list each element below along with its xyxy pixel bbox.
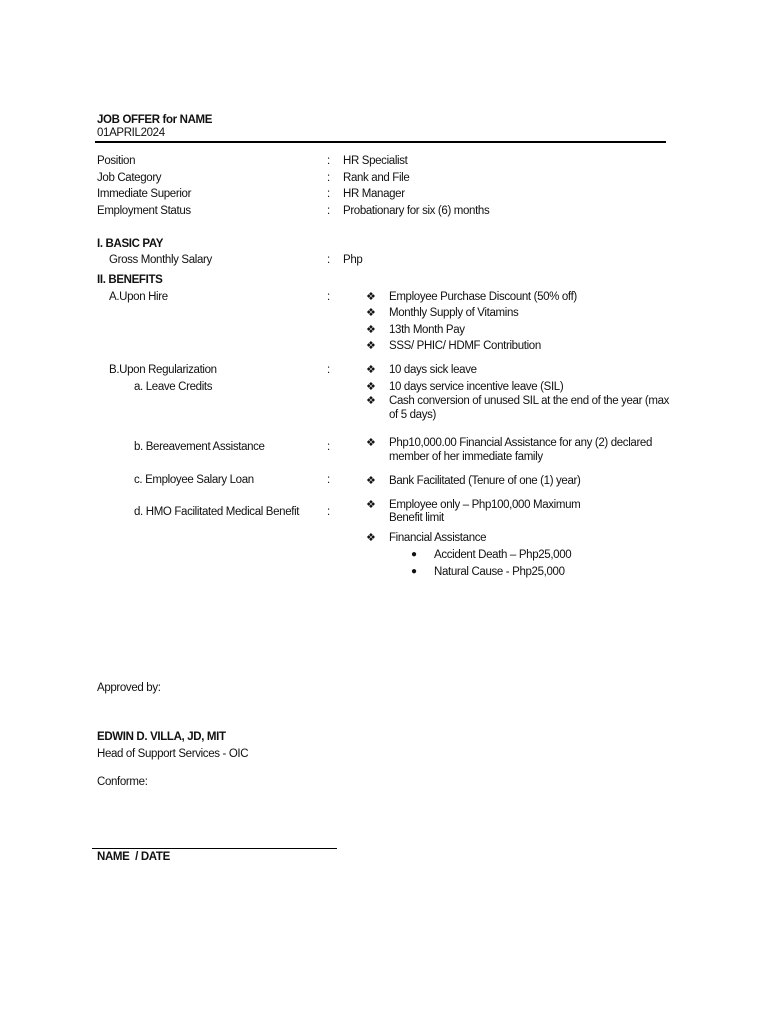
colon: : bbox=[327, 474, 330, 486]
diamond-bullet-icon: ❖ bbox=[366, 475, 376, 487]
signature-line bbox=[92, 848, 337, 849]
dot-bullet-icon: ● bbox=[411, 566, 417, 577]
immediate-superior-label: Immediate Superior bbox=[97, 188, 192, 200]
diamond-bullet-icon: ❖ bbox=[366, 532, 376, 544]
colon: : bbox=[327, 291, 330, 303]
diamond-bullet-icon: ❖ bbox=[366, 324, 376, 336]
colon: : bbox=[327, 254, 330, 266]
leave-item: 10 days service incentive leave (SIL) bbox=[389, 381, 564, 393]
diamond-bullet-icon: ❖ bbox=[366, 499, 376, 511]
bereavement-label: b. Bereavement Assistance bbox=[134, 441, 265, 453]
colon: : bbox=[327, 506, 330, 518]
upon-hire-item: Employee Purchase Discount (50% off) bbox=[389, 291, 577, 303]
hmo-label: d. HMO Facilitated Medical Benefit bbox=[134, 506, 300, 518]
diamond-bullet-icon: ❖ bbox=[366, 395, 376, 407]
signature-label: NAME / DATE bbox=[97, 851, 170, 863]
upon-hire-item: 13th Month Pay bbox=[389, 324, 465, 336]
upon-hire-item: Monthly Supply of Vitamins bbox=[389, 307, 519, 319]
leave-item: 10 days sick leave bbox=[389, 364, 477, 376]
diamond-bullet-icon: ❖ bbox=[366, 291, 376, 303]
hmo-sub-item: Accident Death – Php25,000 bbox=[434, 549, 572, 561]
gross-monthly-salary-label: Gross Monthly Salary bbox=[109, 254, 212, 266]
diamond-bullet-icon: ❖ bbox=[366, 340, 376, 352]
dot-bullet-icon: ● bbox=[411, 549, 417, 560]
immediate-superior-value: HR Manager bbox=[343, 188, 405, 200]
position-value: HR Specialist bbox=[343, 155, 408, 167]
job-category-label: Job Category bbox=[97, 172, 162, 184]
diamond-bullet-icon: ❖ bbox=[366, 381, 376, 393]
salary-loan-item: Bank Facilitated (Tenure of one (1) year) bbox=[389, 475, 581, 487]
salary-loan-label: c. Employee Salary Loan bbox=[134, 474, 254, 486]
colon: : bbox=[327, 155, 330, 167]
upon-hire-item: SSS/ PHIC/ HDMF Contribution bbox=[389, 340, 541, 352]
benefits-heading: II. BENEFITS bbox=[97, 274, 163, 286]
colon: : bbox=[327, 172, 330, 184]
leave-item: Cash conversion of unused SIL at the end of the year (max bbox=[389, 395, 670, 407]
hmo-item: Financial Assistance bbox=[389, 532, 487, 544]
diamond-bullet-icon: ❖ bbox=[366, 307, 376, 319]
document-date: 01APRIL2024 bbox=[97, 127, 165, 139]
bereavement-item: Php10,000.00 Financial Assistance for any (2) declared bbox=[389, 437, 653, 449]
approver-name: EDWIN D. VILLA, JD, MIT bbox=[97, 731, 226, 743]
upon-hire-label: A.Upon Hire bbox=[109, 291, 168, 303]
bereavement-item-continuation: member of her immediate family bbox=[389, 451, 543, 463]
colon: : bbox=[327, 205, 330, 217]
document-title: JOB OFFER for NAME bbox=[97, 114, 213, 126]
hmo-item-continuation: Benefit limit bbox=[389, 512, 444, 524]
conforme-label: Conforme: bbox=[97, 776, 148, 788]
position-label: Position bbox=[97, 155, 136, 167]
job-category-value: Rank and File bbox=[343, 172, 410, 184]
colon: : bbox=[327, 364, 330, 376]
hmo-item: Employee only – Php100,000 Maximum bbox=[389, 499, 581, 511]
approved-by-label: Approved by: bbox=[97, 682, 161, 694]
header-divider bbox=[95, 141, 666, 143]
colon: : bbox=[327, 188, 330, 200]
leave-credits-label: a. Leave Credits bbox=[134, 381, 213, 393]
employment-status-label: Employment Status bbox=[97, 205, 191, 217]
upon-regularization-label: B.Upon Regularization bbox=[109, 364, 217, 376]
hmo-sub-item: Natural Cause - Php25,000 bbox=[434, 566, 565, 578]
leave-item-continuation: of 5 days) bbox=[389, 409, 436, 421]
gross-monthly-salary-value: Php bbox=[343, 254, 363, 266]
colon: : bbox=[327, 441, 330, 453]
approver-title: Head of Support Services - OIC bbox=[97, 748, 249, 760]
diamond-bullet-icon: ❖ bbox=[366, 437, 376, 449]
diamond-bullet-icon: ❖ bbox=[366, 364, 376, 376]
basic-pay-heading: I. BASIC PAY bbox=[97, 238, 164, 250]
employment-status-value: Probationary for six (6) months bbox=[343, 205, 490, 217]
